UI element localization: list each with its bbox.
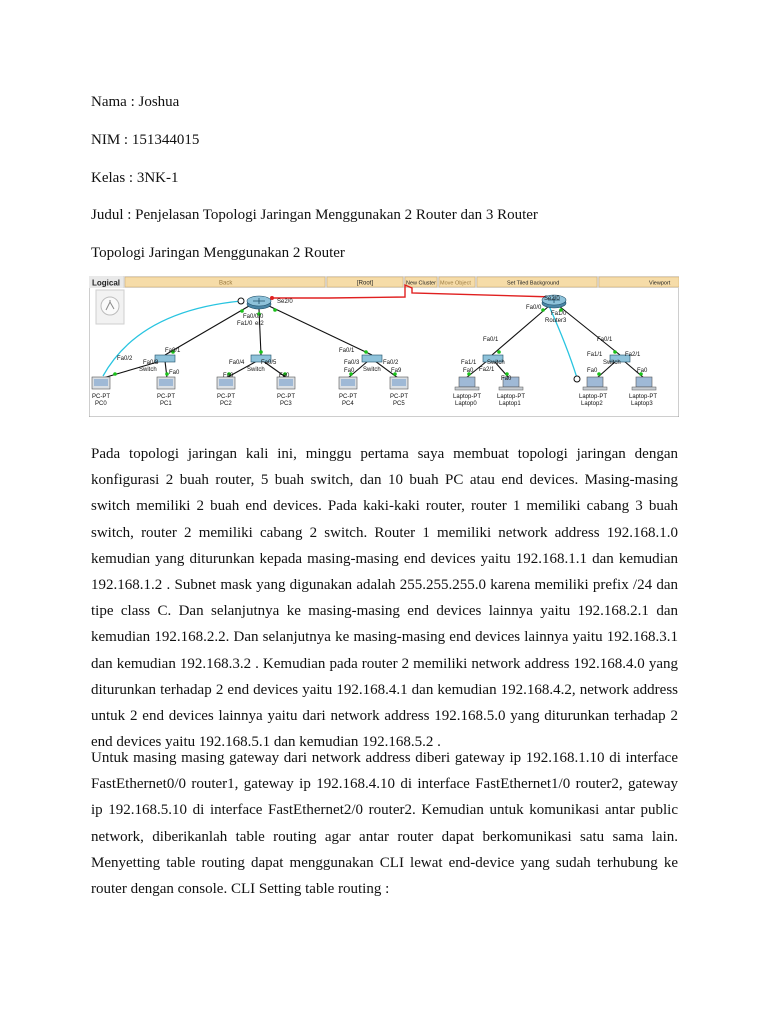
- switch-name-label: Switch: [363, 367, 381, 373]
- device-name-label: PC3: [280, 401, 292, 407]
- kelas-line: Kelas : 3NK-1: [91, 170, 179, 186]
- device-name-label: PC1: [160, 401, 172, 407]
- console-port-icon: [238, 298, 244, 304]
- port-label: Fa0/3: [344, 360, 360, 366]
- body-paragraph-2: Untuk masing masing gateway dari network address diberi gateway ip 192.168.1.10 di interface FastEthernet0/0 router1, gateway ip 192.168.4.10 di interface FastEthernet1/0 router2, gateway ip 192.168.5.10 di interface FastEthernet2/0 router2. Kemudian untuk komunikasi antar public network, diberikanlah table routing agar antar router dapat berkomunikasi satu sama lain. Menyetting table routing dapat menggunakan CLI lewat end-device yang sudah terhubung ke router dengan console. CLI Setting table routing :: [91, 750, 678, 898]
- port-label: Fa0/1: [597, 337, 613, 343]
- port-label: Fa1/1: [587, 352, 603, 358]
- port-label: Fa0/0: [526, 305, 542, 311]
- port-label: Fa9: [391, 368, 402, 374]
- pc-pc0-icon[interactable]: [92, 377, 110, 389]
- switch-name-label: Switch: [139, 367, 157, 373]
- toolbar-set-tiled-background-label: Set Tiled Background: [507, 280, 560, 287]
- device-type-label: Laptop-PT: [453, 394, 482, 400]
- switch-name-label: Switch: [603, 360, 621, 366]
- section-title: Topologi Jaringan Menggunakan 2 Router: [91, 245, 345, 261]
- port-label: Fa0/2: [383, 360, 399, 366]
- device-name-label: Laptop1: [499, 401, 521, 407]
- port-label: Fa0/3: [143, 360, 159, 366]
- device-type-label: PC-PT: [217, 394, 235, 400]
- judul-line: Judul : Penjelasan Topologi Jaringan Menggunakan 2 Router dan 3 Router: [91, 207, 538, 223]
- port-label: Fa2/1: [479, 367, 495, 373]
- pc-pc5-icon[interactable]: [390, 377, 408, 389]
- port-label: Fa0/1: [483, 337, 499, 343]
- port-label: Fa0: [637, 368, 648, 374]
- device-name-label: PC0: [95, 401, 107, 407]
- device-type-label: PC-PT: [92, 394, 110, 400]
- nama-line: Nama : Joshua: [91, 94, 180, 110]
- network-topology-figure: [89, 276, 679, 417]
- port-label: Fa0: [463, 368, 474, 374]
- device-name-label: PC4: [342, 401, 354, 407]
- console-port-icon-laptop2: [574, 376, 580, 382]
- device-type-label: Laptop-PT: [579, 394, 608, 400]
- port-label: Fa0/0/0: [243, 314, 264, 320]
- port-label: er2: [255, 321, 264, 327]
- switch-name-label: Switch: [487, 360, 505, 366]
- toolbar-logical-label: Logical: [92, 278, 121, 288]
- port-label: Fa0: [344, 368, 355, 374]
- switch-3-icon[interactable]: [362, 355, 382, 362]
- port-label: Se2/0: [277, 299, 293, 305]
- port-label: Fa0: [223, 373, 234, 379]
- toolbar-viewport-label: Viewport: [649, 280, 671, 287]
- device-name-label: PC2: [220, 401, 232, 407]
- toolbar-back-label: Back: [219, 280, 233, 287]
- device-type-label: PC-PT: [157, 394, 175, 400]
- port-label: Fa0/2: [117, 356, 133, 362]
- port-label: Fa0: [279, 373, 290, 379]
- pc-pc4-icon[interactable]: [339, 377, 357, 389]
- port-label: Fa1/0: [237, 321, 253, 327]
- router-name-label: Router3: [545, 318, 567, 324]
- device-type-label: PC-PT: [277, 394, 295, 400]
- device-name-label: Laptop0: [455, 401, 477, 407]
- port-label: Fa0/5: [261, 360, 277, 366]
- port-label: Fa1/1: [461, 360, 477, 366]
- port-label: Se2/0: [544, 296, 560, 302]
- toolbar-move-object-label: Move Object: [440, 280, 471, 287]
- switch-name-label: Switch: [247, 367, 265, 373]
- port-label: Fa0/4: [229, 360, 245, 366]
- device-name-label: Laptop2: [581, 401, 603, 407]
- body-paragraph-1: Pada topologi jaringan kali ini, minggu pertama saya membuat topologi jaringan dengan konfigurasi 2 buah router, 5 buah switch, dan 10 buah PC atau end devices. Masing-masing switch memiliki 2 buah end devices. Pada kaki-kaki router, router 1 memiliki cabang 3 buah switch, router 2 memiliki cabang 2 switch. Router 1 memiliki network address 192.168.1.0 kemudian yang diturunkan kepada masing-masing end devices yaitu 192.168.1.1 dan kemudian 192.168.1.2 . Subnet mask yang digunakan adalah 255.255.255.0 karena memiliki prefix /24 dan tipe class C. Dan selanjutnya ke masing-masing end devices lainnya yaitu 192.168.2.1 dan kemudian 192.168.2.2. Dan selanjutnya ke masing-masing end devices lainnya yaitu 192.168.3.1 dan kemudian 192.168.3.2 . Kemudian pada router 2 memiliki network address 192.168.4.0 yang diturunkan terhadap 2 end devices yaitu 192.168.4.1 dan kemudian 192.168.4.2, network address untuk 2 end devices lainnya yaitu dari network address 192.168.5.0 yang diturunkan terhadap 2 end devices yaitu 192.168.5.1 dan kemudian 192.168.5.2 .: [91, 446, 678, 751]
- port-label: Fa0: [501, 376, 512, 382]
- port-label: Fa2/1: [625, 352, 641, 358]
- pc-pc1-icon[interactable]: [157, 377, 175, 389]
- port-label: Fa1/0: [551, 311, 567, 317]
- device-type-label: PC-PT: [339, 394, 357, 400]
- port-label: Fa0/1: [165, 348, 181, 354]
- device-type-label: PC-PT: [390, 394, 408, 400]
- device-type-label: Laptop-PT: [497, 394, 526, 400]
- toolbar-root-label: [Root]: [357, 280, 374, 287]
- port-label: Fa0/1: [339, 348, 355, 354]
- nim-line: NIM : 151344015: [91, 132, 200, 148]
- device-name-label: Laptop3: [631, 401, 653, 407]
- cluster-navigation-icon[interactable]: [101, 297, 119, 315]
- port-label: Fa0: [587, 368, 598, 374]
- port-label: Fa0: [169, 370, 180, 376]
- toolbar-new-cluster-label: New Cluster: [406, 280, 436, 287]
- device-name-label: PC5: [393, 401, 405, 407]
- device-type-label: Laptop-PT: [629, 394, 658, 400]
- router-r1-icon[interactable]: [247, 296, 271, 309]
